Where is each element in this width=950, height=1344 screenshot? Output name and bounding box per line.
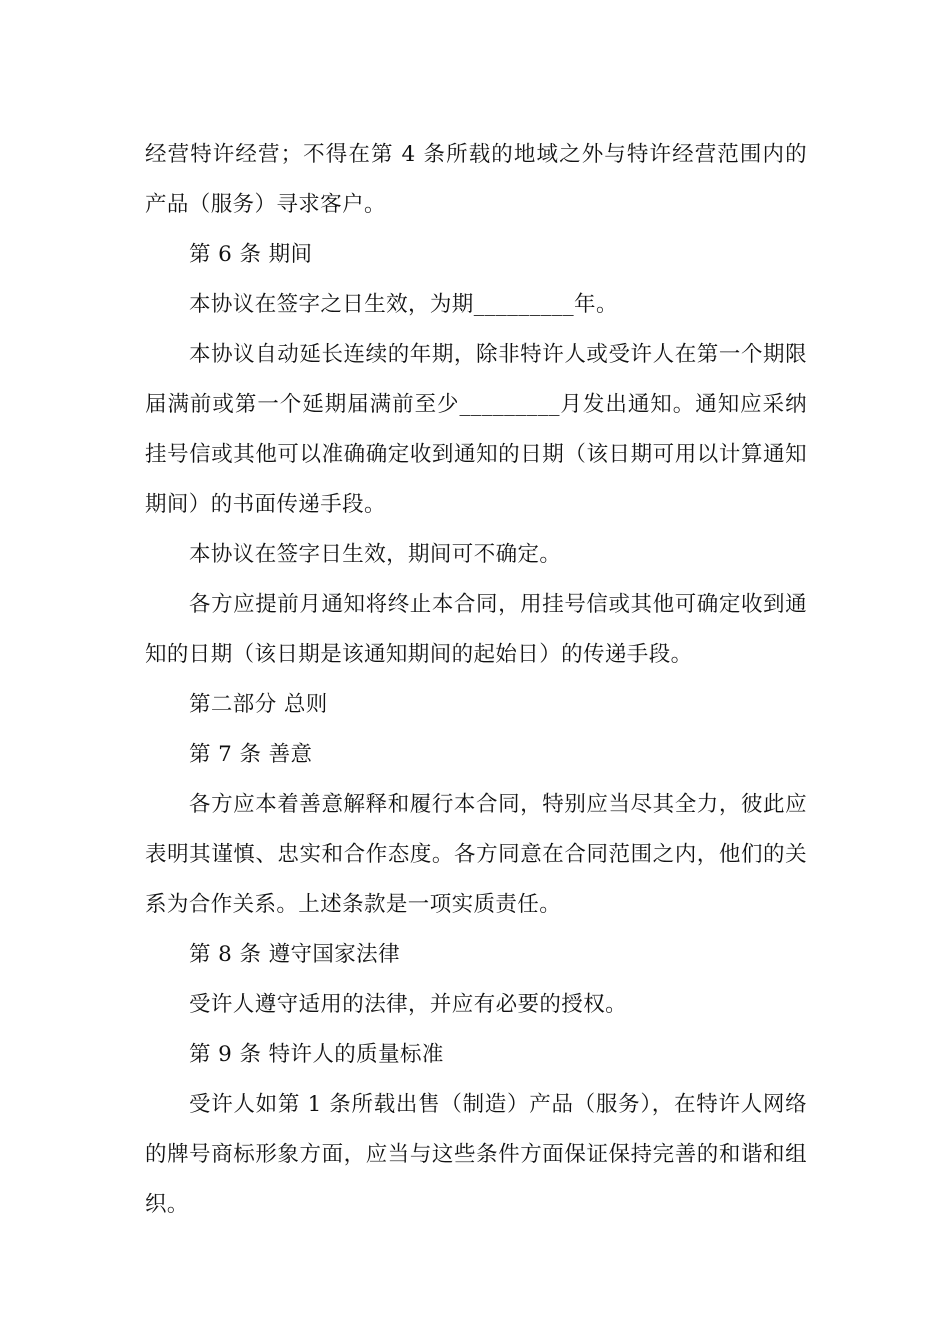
article-8-heading: 第 8 条 遵守国家法律 [189,942,400,967]
paragraph-termination-notice: 各方应提前月通知将终止本合同，用挂号信或其他可确定收到通知的日期（该日期是该通知期间的起始日）的传递手段。 [145,592,807,667]
paragraph-good-faith: 各方应本着善意解释和履行本合同，特别应当尽其全力，彼此应表明其谨慎、忠实和合作态度。各方同意在合同范围之内，他们的关系为合作关系。上述条款是一项实质责任。 [145,792,807,917]
article-7-heading: 第 7 条 善意 [189,742,313,767]
part-2-heading: 第二部分 总则 [189,692,328,717]
article-6-heading: 第 6 条 期间 [189,242,313,267]
article-9-heading: 第 9 条 特许人的质量标准 [189,1042,444,1067]
document-body [145,130,807,1230]
paragraph-quality-standard: 受许人如第 1 条所载出售（制造）产品（服务），在特许人网络的牌号商标形象方面，应当与这些条件方面保证保持完善的和谐和组织。 [145,1092,807,1217]
paragraph-indefinite-term: 本协议在签字日生效，期间可不确定。 [189,542,562,567]
paragraph-continuation: 经营特许经营；不得在第 4 条所载的地域之外与特许经营范围内的产品（服务）寻求客户。 [145,142,807,217]
paragraph-auto-extension: 本协议自动延长连续的年期，除非特许人或受许人在第一个期限届满前或第一个延期届满前至少_________月发出通知。通知应采纳挂号信或其他可以准确确定收到通知的日期（该日期可用以计算通知期间）的书面传递手段。 [145,342,807,517]
paragraph-compliance: 受许人遵守适用的法律，并应有必要的授权。 [189,992,628,1017]
paragraph-term: 本协议在签字之日生效，为期_________年。 [189,292,618,317]
